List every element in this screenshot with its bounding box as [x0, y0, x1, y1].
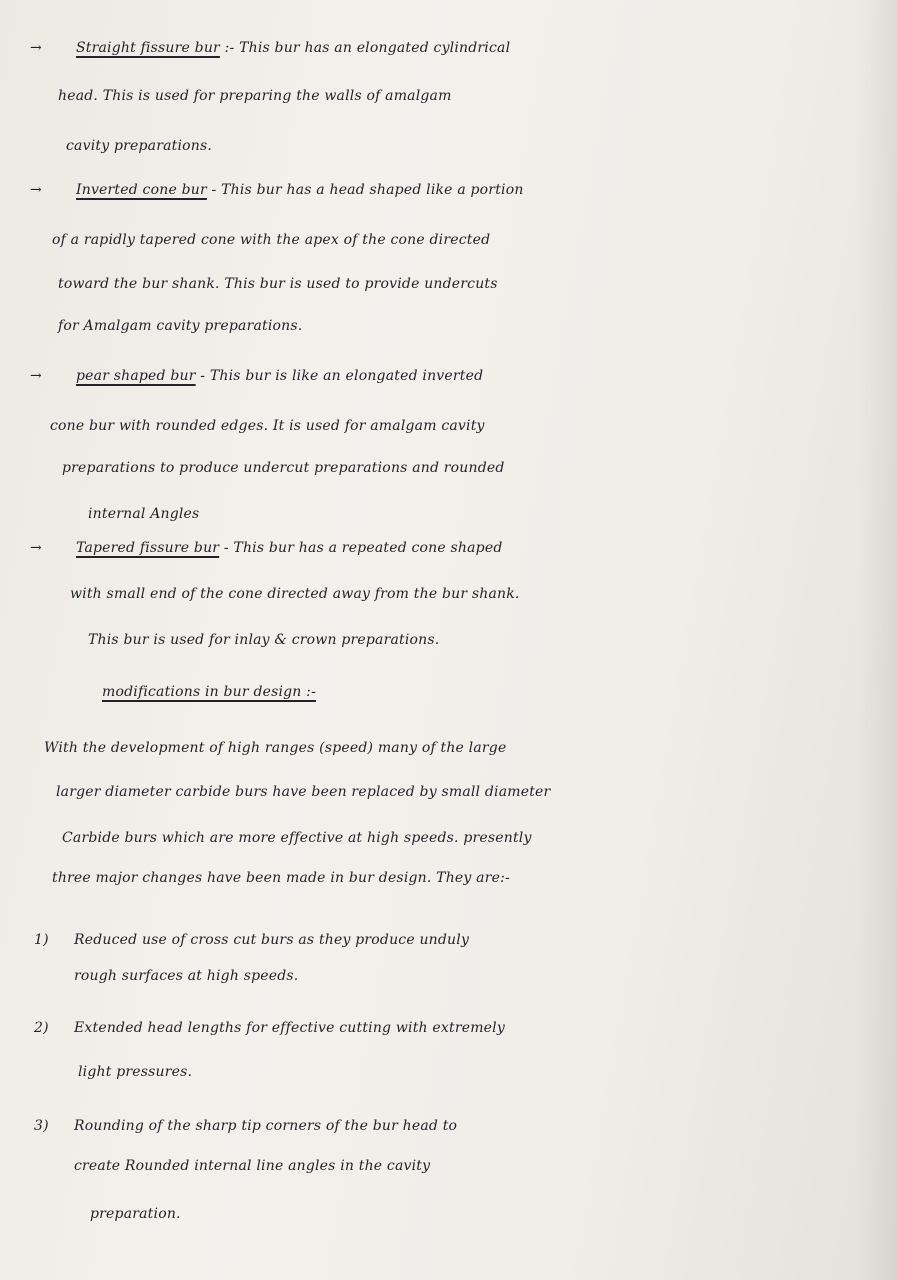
change-3-line-2: create Rounded internal line angles in the cavity	[74, 1158, 431, 1174]
section-2-line-3: toward the bur shank. This bur is used to provide undercuts	[58, 276, 498, 292]
change-2-number: 2)	[34, 1020, 49, 1036]
change-3-line-1: 3) Rounding of the sharp tip corners of the bur head to	[34, 1118, 458, 1134]
modifications-line-3: Carbide burs which are more effective at high speeds. presently	[62, 830, 532, 846]
arrow-marker-icon: →	[30, 182, 42, 198]
section-1-line-1	[30, 40, 897, 56]
section-4-heading: Tapered fissure bur	[76, 540, 220, 556]
section-4-line-1	[30, 540, 897, 556]
arrow-marker-icon: →	[30, 40, 42, 56]
section-1-line-2: head. This is used for preparing the walls of amalgam	[58, 88, 452, 104]
change-1-number: 1)	[34, 932, 49, 948]
section-2-line-1	[30, 182, 897, 198]
section-3-text: - This bur is like an elongated inverted	[200, 368, 484, 384]
change-3-number: 3)	[34, 1118, 49, 1134]
section-4-line-2: with small end of the cone directed away from the bur shank.	[70, 586, 520, 602]
arrow-marker-icon: →	[30, 540, 42, 556]
modifications-heading: modifications in bur design :-	[102, 684, 317, 700]
section-3-line-1	[30, 368, 897, 384]
modifications-line-1: With the development of high ranges (speed) many of the large	[44, 740, 507, 756]
change-1-line-2: rough surfaces at high speeds.	[74, 968, 299, 984]
modifications-line-4: three major changes have been made in bur design. They are:-	[52, 870, 510, 886]
section-3-line-2: cone bur with rounded edges. It is used for amalgam cavity	[50, 418, 485, 434]
section-2-text: - This bur has a head shaped like a portion	[211, 182, 524, 198]
section-4-line-3: This bur is used for inlay & crown preparations.	[88, 632, 440, 648]
change-2-line-1: 2) Extended head lengths for effective cutting with extremely	[34, 1020, 505, 1036]
section-3-line-3: preparations to produce undercut preparations and rounded	[62, 460, 505, 476]
section-3-line-4: internal Angles	[88, 506, 200, 522]
section-2-line-4: for Amalgam cavity preparations.	[58, 318, 303, 334]
section-1-text: :- This bur has an elongated cylindrical	[224, 40, 511, 56]
section-3-heading: pear shaped bur	[76, 368, 196, 384]
arrow-marker-icon: →	[30, 368, 42, 384]
change-1-line-1: 1) Reduced use of cross cut burs as they produce unduly	[34, 932, 470, 948]
modifications-line-2: larger diameter carbide burs have been replaced by small diameter	[56, 784, 551, 800]
change-3-line-3: preparation.	[90, 1206, 181, 1222]
change-2-line-2: light pressures.	[78, 1064, 193, 1080]
section-1-heading: Straight fissure bur	[76, 40, 220, 56]
section-1-line-3: cavity preparations.	[66, 138, 213, 154]
section-2-heading: Inverted cone bur	[76, 182, 207, 198]
section-2-line-2: of a rapidly tapered cone with the apex of the cone directed	[52, 232, 491, 248]
section-4-text: - This bur has a repeated cone shaped	[223, 540, 503, 556]
